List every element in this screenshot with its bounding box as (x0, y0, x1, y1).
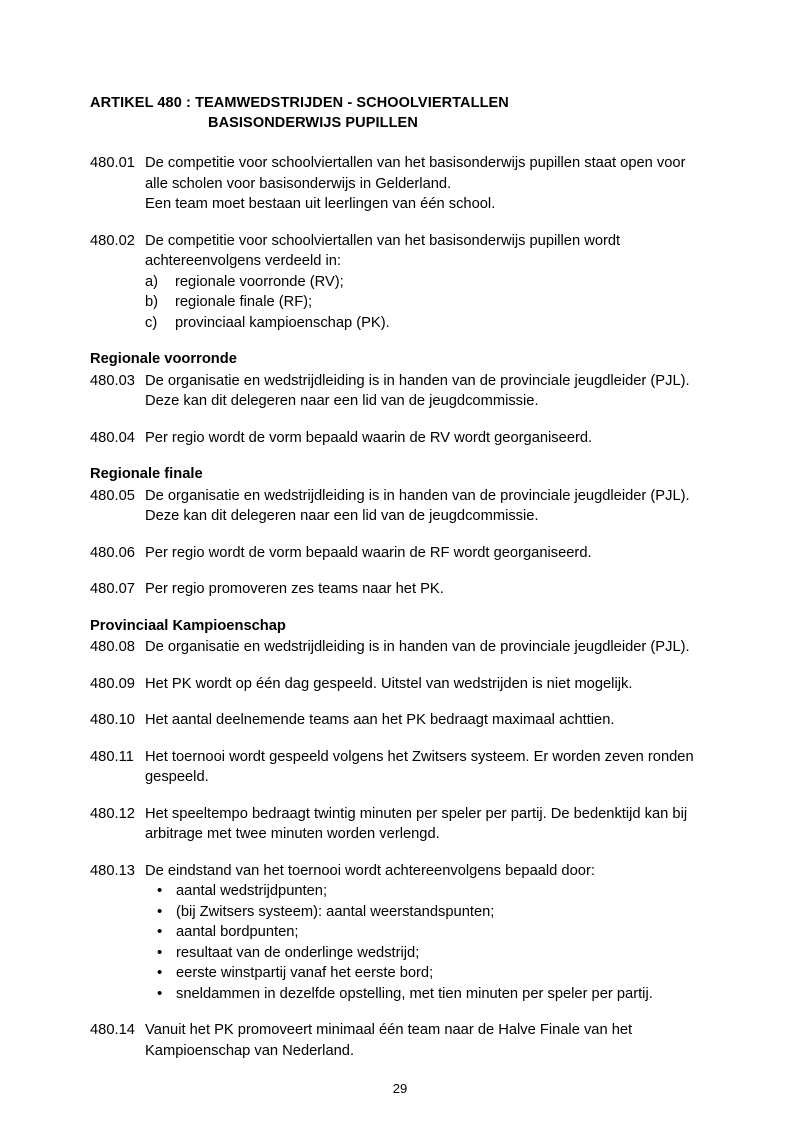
clause-group (90, 543, 710, 564)
section-heading: Provinciaal Kampioenschap (90, 617, 286, 634)
clause (90, 371, 710, 412)
clause-body (145, 371, 710, 412)
clause-body (145, 637, 710, 658)
clause-paragraph: Het PK wordt op één dag gespeeld. Uitstel van wedstrijden is niet mogelijk. (145, 675, 633, 692)
list-item (145, 902, 710, 923)
clause-number: 480.08 (90, 639, 135, 655)
clause-number: 480.07 (90, 581, 135, 597)
clause-body (145, 579, 710, 600)
clause-body (145, 153, 710, 215)
list-item-label: aantal wedstrijdpunten; (176, 883, 328, 899)
clause (90, 486, 710, 527)
clause-group (90, 1020, 710, 1061)
list-item-marker: a) (145, 273, 159, 290)
clause-paragraph: De eindstand van het toernooi wordt achtereenvolgens bepaald door: (145, 862, 595, 879)
clause-paragraph: Het toernooi wordt gespeeld volgens het Zwitsers systeem. Er worden zeven ronden gespeeld. (145, 748, 694, 785)
lettered-list (145, 272, 710, 334)
clause (90, 861, 710, 1005)
clause-body (145, 486, 710, 527)
list-item (145, 292, 710, 313)
clause-number: 480.12 (90, 805, 135, 822)
clause-group (90, 231, 710, 334)
clause-body (145, 1020, 710, 1061)
bulleted-list (145, 881, 710, 1004)
clause-paragraph: Een team moet bestaan uit leerlingen van één school. (145, 196, 496, 212)
list-item-label: sneldammen in dezelfde opstelling, met tien minuten per speler per partij. (176, 985, 653, 1002)
list-item-label: regionale finale (RF); (175, 294, 313, 310)
clause-body (145, 543, 710, 564)
clause-number: 480.10 (90, 712, 135, 728)
list-item-label: eerste winstpartij vanaf het eerste bord; (176, 965, 434, 981)
clause-number: 480.01 (90, 155, 135, 171)
list-item-label: regionale voorronde (RV); (175, 273, 344, 290)
clause (90, 543, 710, 564)
section-heading: Regionale voorronde (90, 351, 237, 367)
clause-group (90, 428, 710, 449)
clause-paragraph: De organisatie en wedstrijdleiding is in handen van de provinciale jeugdleider (PJL). Deze kan dit delegeren naar een lid van de jeugdcommissie. (145, 487, 690, 524)
clause-paragraph: Het aantal deelnemende teams aan het PK bedraagt maximaal achttien. (145, 712, 615, 728)
clause (90, 428, 710, 449)
list-item-label: (bij Zwitsers systeem): aantal weerstandspunten; (176, 903, 495, 920)
clause-body (145, 428, 710, 449)
clause-number: 480.04 (90, 429, 135, 446)
clause-paragraph: Het speeltempo bedraagt twintig minuten per speler per partij. De bedenktijd kan bij arbitrage met twee minuten worden verlengd. (145, 805, 688, 842)
clause (90, 579, 710, 600)
clause-number: 480.03 (90, 372, 135, 389)
clause-number: 480.14 (90, 1022, 135, 1038)
clause-group (90, 153, 710, 215)
list-item (145, 881, 710, 902)
clause-number: 480.05 (90, 487, 135, 504)
document-content (90, 93, 710, 1077)
clause-paragraph: Vanuit het PK promoveert minimaal één team naar de Halve Finale van het Kampioenschap van Nederland. (145, 1022, 633, 1059)
clause-body (145, 861, 710, 1005)
clause (90, 804, 710, 845)
page-title (90, 93, 710, 133)
clause-number: 480.13 (90, 862, 135, 879)
clause-paragraph: Per regio wordt de vorm bepaald waarin de RF wordt georganiseerd. (145, 544, 592, 561)
list-item (145, 313, 710, 334)
clause (90, 674, 710, 695)
list-item (145, 272, 710, 293)
list-item-label: provinciaal kampioenschap (PK). (175, 314, 390, 331)
clause-group (90, 674, 710, 695)
clause-paragraph: Per regio wordt de vorm bepaald waarin de RV wordt georganiseerd. (145, 429, 593, 446)
list-item-label: aantal bordpunten; (176, 924, 299, 940)
clause-number: 480.09 (90, 675, 135, 692)
list-item (145, 963, 710, 984)
clause (90, 153, 710, 215)
clause (90, 747, 710, 788)
clause (90, 231, 710, 334)
list-item-marker: c) (145, 314, 158, 331)
clause-number: 480.02 (90, 232, 135, 249)
clause-number: 480.11 (90, 748, 134, 765)
clause (90, 710, 710, 731)
clause-paragraph: De organisatie en wedstrijdleiding is in handen van de provinciale jeugdleider (PJL). Deze kan dit delegeren naar een lid van de jeugdcommissie. (145, 372, 690, 409)
clause-body (145, 747, 710, 788)
clause-body (145, 231, 710, 334)
clause-group (90, 579, 710, 600)
clause-body (145, 674, 710, 695)
list-item-label: resultaat van de onderlinge wedstrijd; (176, 944, 420, 961)
clause-paragraph: De organisatie en wedstrijdleiding is in handen van de provinciale jeugdleider (PJL). (145, 639, 690, 655)
clause (90, 1020, 710, 1061)
section-heading: Regionale finale (90, 466, 203, 482)
list-item-marker: b) (145, 294, 159, 310)
page-title-line-2: BASISONDERWIJS PUPILLEN (208, 115, 418, 131)
clause-list (90, 153, 710, 1061)
clause-group (90, 464, 710, 527)
bullet-icon: • (157, 882, 163, 899)
bullet-icon: • (157, 943, 163, 961)
clause-group (90, 804, 710, 845)
bullet-icon: • (157, 984, 163, 1002)
clause-group (90, 616, 710, 658)
clause (90, 637, 710, 658)
clause-paragraph: De competitie voor schoolviertallen van het basisonderwijs pupillen wordt achtereenvolgens verdeeld in: (145, 232, 621, 269)
clause-body (145, 804, 710, 845)
clause-body (145, 710, 710, 731)
page-number: 29 (392, 1081, 408, 1096)
page-title-line-1: ARTIKEL 480 : TEAMWEDSTRIJDEN - SCHOOLVIERTALLEN (90, 95, 509, 111)
clause-group (90, 747, 710, 788)
clause-group (90, 349, 710, 412)
clause-group (90, 710, 710, 731)
bullet-icon: • (157, 964, 163, 981)
clause-paragraph: De competitie voor schoolviertallen van het basisonderwijs pupillen staat open voor alle scholen voor basisonderwijs in Gelderland. (145, 155, 686, 192)
list-item (145, 922, 710, 943)
bullet-icon: • (157, 902, 163, 920)
clause-group (90, 861, 710, 1005)
list-item (145, 943, 710, 964)
clause-paragraph: Per regio promoveren zes teams naar het PK. (145, 581, 444, 597)
list-item (145, 984, 710, 1005)
clause-number: 480.06 (90, 544, 135, 561)
bullet-icon: • (157, 923, 163, 940)
